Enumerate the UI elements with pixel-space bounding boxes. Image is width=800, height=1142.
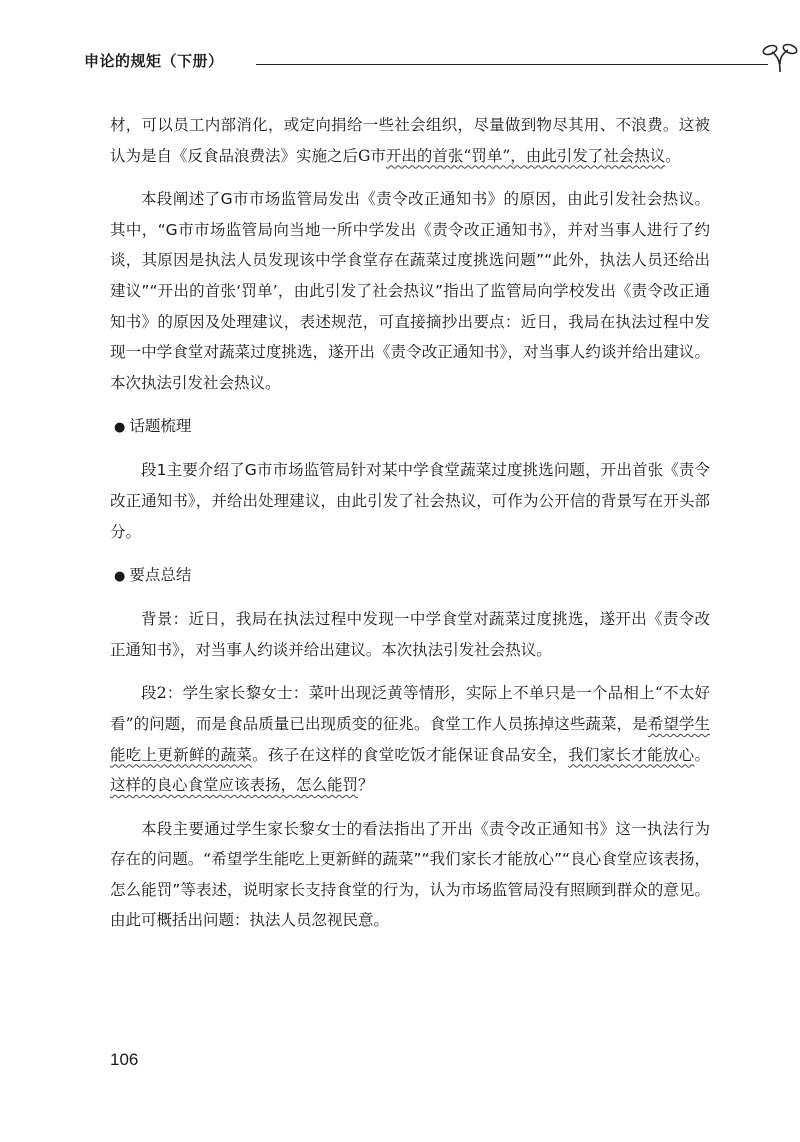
text-run: 。 — [665, 146, 681, 165]
text-run: 。 — [694, 745, 710, 764]
text-run: 段2：学生家长黎女士：菜叶出现泛黄等情形，实际上不单只是一个品相上“不太好看”的问题，而是食品质量已出现质变的征兆。食堂工作人员拣掉这些蔬菜，是 — [110, 684, 710, 733]
wavy-underlined-text: 这样的良心食堂应该表扬，怎么能罚 — [110, 776, 359, 795]
paragraph-continuation — [110, 110, 710, 171]
topic-paragraph: 段1主要介绍了G市市场监管局针对某中学食堂蔬菜过度挑选问题，开出首张《责令改正通知书》，并给出处理建议，由此引发了社会热议，可作为公开信的背景写在开头部分。 — [110, 461, 710, 541]
analysis-paragraph-2: 本段主要通过学生家长黎女士的看法指出了开出《责令改正通知书》这一执法行为存在的问题。“希望学生能吃上更新鲜的蔬菜”“我们家长才能放心”“良心食堂应该表扬，怎么能罚”等表述，说明家长支持食堂的行为，认为市场监管局没有照顾到群众的意见。由此可概括出问题：执法人员忽视民意。 — [110, 819, 710, 930]
page-number: 106 — [110, 1050, 139, 1069]
book-title: 申论的规矩（下册） — [84, 52, 224, 70]
section-heading-topic — [110, 411, 710, 443]
wavy-underlined-text: 我们家长才能放心 — [568, 745, 695, 764]
section-heading-label: 话题梳理 — [129, 417, 192, 436]
bullet-icon: ● — [114, 420, 126, 436]
running-header — [84, 44, 724, 76]
summary-paragraph: 背景：近日，我局在执法过程中发现一中学食堂对蔬菜过度挑选，遂开出《责令改正通知书》，对当事人约谈并给出建议。本次执法引发社会热议。 — [110, 610, 710, 659]
section-heading-summary — [110, 560, 710, 592]
wavy-underlined-text: 开出的首张“罚单”，由此引发了社会热议 — [385, 146, 666, 165]
sprout-icon — [760, 42, 800, 72]
wavy-underlined-text: 希望学生能吃上更新鲜的蔬菜 — [110, 714, 710, 764]
header-rule — [256, 64, 768, 65]
page-body — [110, 110, 710, 949]
text-run: 。孩子在这样的食堂吃饭才能保证食品安全， — [252, 745, 569, 764]
text-run: 材，可以员工内部消化，或定向捐给一些社会组织，尽量做到物尽其用、不浪费。这被认为是自《反食品浪费法》实施之后G市 — [110, 116, 710, 165]
source-paragraph-2 — [110, 678, 710, 800]
text-run: ？ — [358, 776, 374, 795]
analysis-paragraph-1: 本段阐述了G市市场监管局发出《责令改正通知书》的原因，由此引发社会热议。其中，“G市市场监管局向当地一所中学发出《责令改正通知书》，并对当事人进行了约谈，其原因是执法人员发现该中学食堂存在蔬菜过度挑选问题”“此外，执法人员还给出建议”“开出的首张‘罚单’，由此引发了社会热议”指出了监管局向学校发出《责令改正通知书》的原因及处理建议，表述规范，可直接摘抄出要点：近日，我局在执法过程中发现一中学食堂对蔬菜过度挑选，遂开出《责令改正通知书》，对当事人约谈并给出建议。本次执法引发社会热议。 — [110, 190, 710, 392]
bullet-icon: ● — [114, 569, 126, 585]
section-heading-label: 要点总结 — [129, 566, 192, 585]
